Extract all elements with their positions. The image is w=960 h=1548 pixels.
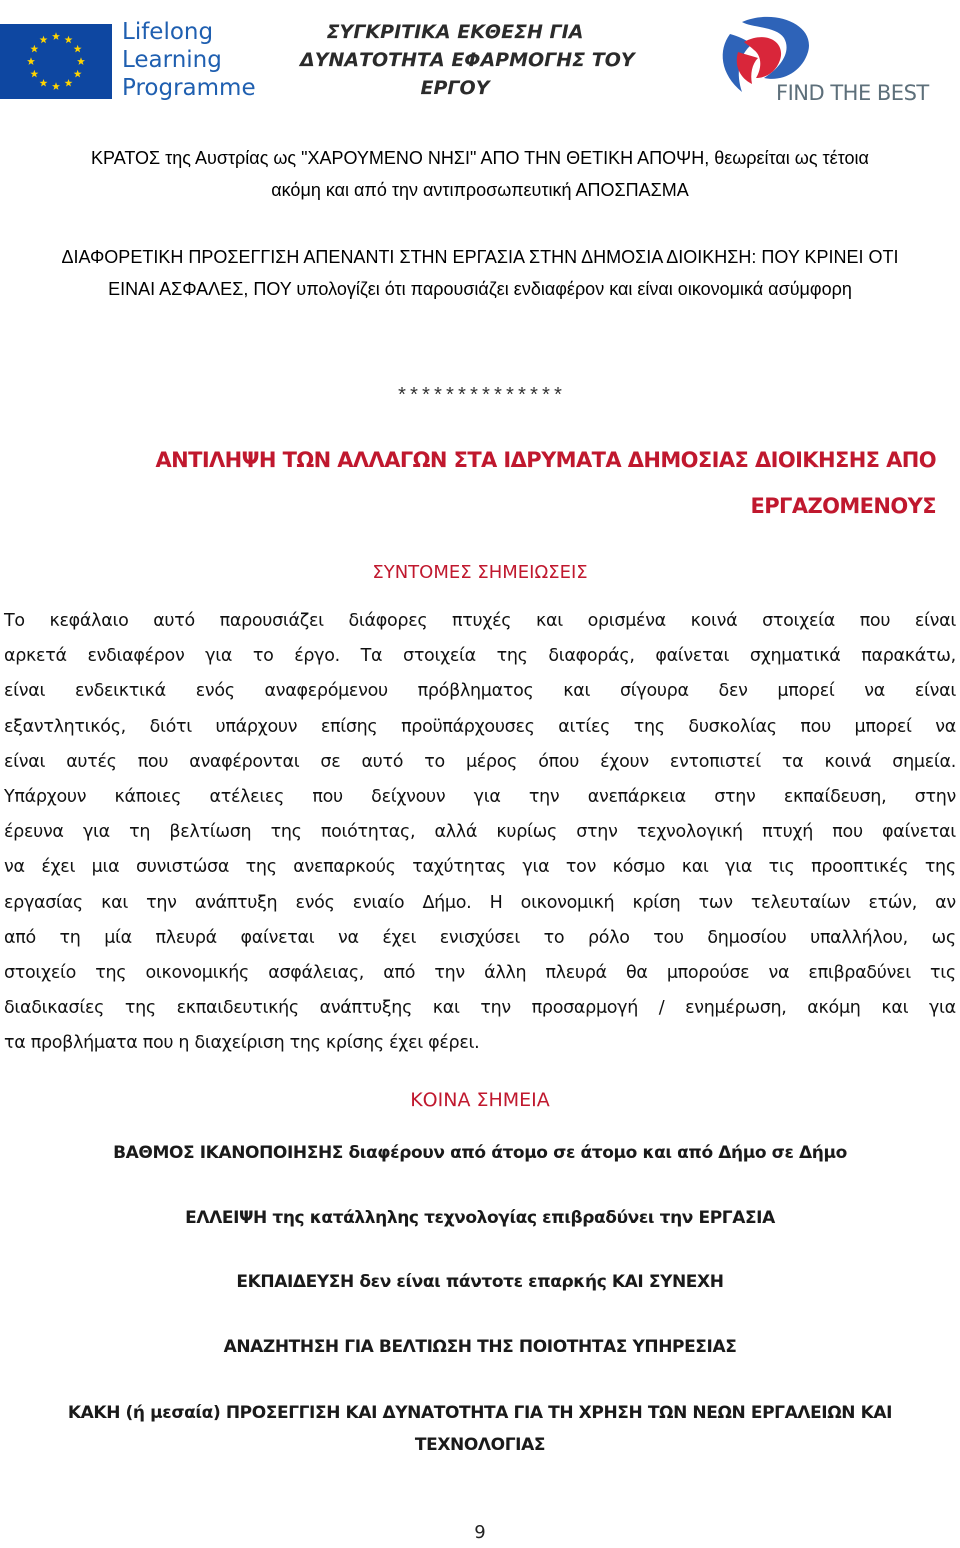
paragraph-line <box>4 604 956 639</box>
eu-stars-icon <box>0 24 112 99</box>
notes-title: ΣΥΝΤΟΜΕΣ ΣΗΜΕΙΩΣΕΙΣ <box>372 562 588 583</box>
word: της <box>496 646 528 667</box>
word: είναι <box>914 611 956 631</box>
word: δημοσίου <box>707 927 787 948</box>
word: και <box>681 857 709 878</box>
word: έχει <box>41 857 76 878</box>
word: κόσμο <box>612 857 666 878</box>
page-number: 9 <box>474 1522 486 1543</box>
paragraph-line <box>4 780 956 815</box>
word: την <box>146 892 177 913</box>
word: της <box>633 716 665 737</box>
word: φαίνεται <box>240 927 315 948</box>
intro-block-2 <box>24 241 936 305</box>
word: κοινά <box>690 611 738 631</box>
word: από <box>383 963 416 984</box>
word: ρόλο <box>587 927 630 948</box>
word: που <box>312 787 343 808</box>
word: αρκετά <box>4 646 67 667</box>
word: είναι <box>4 751 46 772</box>
word: Το <box>4 611 25 631</box>
word: φαίνεται <box>882 822 956 843</box>
word: διαδικασίες <box>4 998 105 1019</box>
word: επιβραδύνει <box>808 963 911 984</box>
word: της <box>924 857 956 878</box>
section-title-line: ΕΡΓΑΖΟΜΕΝΟΥΣ <box>750 494 936 518</box>
word: προοπτικές <box>811 857 909 878</box>
word: εργασίας <box>4 892 83 913</box>
word: από <box>4 927 36 948</box>
point-line: ΑΝΑΖΗΤΗΣΗ ΓΙΑ ΒΕΛΤΙΩΣΗ ΤΗΣ ΠΟΙΟΤΗΤΑΣ ΥΠΗΡΕΣΙΑΣ <box>223 1337 737 1357</box>
word: που <box>859 611 891 631</box>
word: για <box>473 787 501 808</box>
point-line: ΕΚΠΑΙΔΕΥΣΗ δεν είναι πάντοτε επαρκής ΚΑΙ ΣΥΝΕΧΗ <box>236 1272 724 1292</box>
word: εκπαιδευτικής <box>176 998 299 1019</box>
word: ενδεικτικά <box>74 681 166 702</box>
word: για <box>522 857 550 878</box>
paragraph-line <box>4 745 956 780</box>
word: τον <box>565 857 597 878</box>
word: Η <box>489 892 503 913</box>
word: παρουσιάζει <box>219 611 324 631</box>
word: αυτό <box>361 751 404 772</box>
word: που <box>832 822 863 843</box>
intro-line: ακόμη και από την αντιπροσωπευτική ΑΠΟΣΠΑΣΜΑ <box>271 180 689 200</box>
separator: ************** <box>395 386 565 409</box>
word: το <box>424 751 445 772</box>
word: την <box>480 998 511 1019</box>
word: αναφερόμενου <box>264 681 388 702</box>
word: κάποιες <box>114 787 182 808</box>
word: που <box>137 751 169 772</box>
word: υπαλλήλου, <box>810 927 908 948</box>
word: ανεπαρκούς <box>293 857 396 878</box>
word: προσαρμογή <box>531 998 639 1019</box>
word: πτυχές <box>452 611 512 631</box>
word: τελευταίων <box>750 892 851 913</box>
word: αιτίες <box>558 716 611 737</box>
word: ανάπτυξης <box>319 998 413 1019</box>
paragraph-line <box>4 921 956 956</box>
word: δυσκολίας <box>688 716 777 737</box>
llp-line: Learning <box>122 47 222 73</box>
word: συνιστώσα <box>135 857 230 878</box>
word: μπορούσε <box>666 963 750 984</box>
word: πτυχή <box>762 822 814 843</box>
word: σίγουρα <box>619 681 689 702</box>
word: και <box>536 611 563 631</box>
document-header-title <box>300 18 635 102</box>
word: εκπαίδευση, <box>783 787 887 808</box>
point-item <box>0 1331 960 1363</box>
word: οικονομικής <box>145 963 250 984</box>
word: μπορεί <box>777 681 835 702</box>
word: ενιαίο <box>352 892 405 913</box>
word: και <box>101 892 128 913</box>
word: αν <box>935 892 956 913</box>
word: κοινά <box>824 751 872 772</box>
word: διότι <box>149 716 192 737</box>
body-paragraph <box>4 604 956 1062</box>
paragraph-line <box>4 639 956 674</box>
word: ετών, <box>868 892 917 913</box>
llp-line: Programme <box>122 75 256 101</box>
word: του <box>653 927 684 948</box>
word: στοιχεία <box>403 646 476 667</box>
paragraph-line <box>4 991 956 1026</box>
find-the-best-logo-text: FIND THE BEST <box>776 81 929 105</box>
word: για <box>82 822 110 843</box>
intro-line: ΔΙΑΦΟΡΕΤΙΚΗ ΠΡΟΣΕΓΓΙΣΗ ΑΠΕΝΑΝΤΙ ΣΤΗΝ ΕΡΓΑΣΙΑ ΣΤΗΝ ΔΗΜΟΣΙΑ ΔΙΟΙΚΗΣΗ: ΠΟΥ ΚΡΙΝΕΙ ΟΤΙ <box>61 247 899 267</box>
word: ενός <box>295 892 335 913</box>
point-line: ΒΑΘΜΟΣ ΙΚΑΝΟΠΟΙΗΣΗΣ διαφέρουν από άτομο σε άτομο και από Δήμο σε Δήμο <box>113 1143 847 1163</box>
word: ενός <box>195 681 235 702</box>
word: ατέλειες <box>209 787 285 808</box>
llp-line: Lifelong <box>122 19 214 45</box>
word: την <box>528 787 560 808</box>
word: εξαντλητικός, <box>4 716 126 737</box>
word: επίσης <box>320 716 378 737</box>
word: ακόμη <box>807 998 861 1019</box>
word: μπορεί <box>854 716 912 737</box>
point-item <box>0 1202 960 1234</box>
word: τη <box>59 927 81 948</box>
word: ανεπάρκεια <box>587 787 686 808</box>
word: για <box>725 857 753 878</box>
intro-line: ΚΡΑΤΟΣ της Αυστρίας ως "ΧΑΡΟΥΜΕΝΟ ΝΗΣΙ" ΑΠΟ ΤΗΝ ΘΕΤΙΚΗ ΑΠΟΨΗ, θεωρείται ως τέτοια <box>91 148 869 168</box>
paragraph-line <box>4 815 956 850</box>
word: είναι <box>4 681 46 702</box>
llp-logo-text <box>122 18 292 102</box>
word: σε <box>320 751 341 772</box>
word: προϋπάρχουσες <box>401 716 535 737</box>
paragraph-line <box>4 956 956 991</box>
section-title-line: ΑΝΤΙΛΗΨΗ ΤΩΝ ΑΛΛΑΓΩΝ ΣΤΑ ΙΔΡΥΜΑΤΑ ΔΗΜΟΣΙΑΣ ΔΙΟΙΚΗΣΗΣ ΑΠΟ <box>155 448 936 472</box>
word: κεφάλαιο <box>49 611 129 631</box>
word: στην <box>714 787 756 808</box>
point-line: ΚΑΚΗ (ή μεσαία) ΠΡΟΣΕΓΓΙΣΗ ΚΑΙ ΔΥΝΑΤΟΤΗΤΑ ΓΙΑ ΤΗ ΧΡΗΣΗ ΤΩΝ ΝΕΩΝ ΕΡΓΑΛΕΙΩΝ ΚΑΙ <box>67 1403 893 1423</box>
paragraph-line: τα προβλήματα που η διαχείριση της κρίσης έχει φέρει. <box>4 1033 480 1054</box>
word: διαφοράς, <box>548 646 635 667</box>
intro-block-1 <box>24 142 936 206</box>
header-title-line: ΣΥΓΚΡΙΤΙΚΑ ΕΚΘΕΣΗ ΓΙΑ <box>326 21 584 43</box>
word: και <box>881 998 909 1019</box>
word: μέρος <box>465 751 518 772</box>
word: / <box>658 998 665 1019</box>
eu-flag-logo <box>0 24 112 99</box>
word: στην <box>576 822 618 843</box>
word: ανάπτυξη <box>194 892 278 913</box>
word: ενδιαφέρον <box>87 646 185 667</box>
word: Τα <box>360 646 383 667</box>
word: να <box>4 857 25 878</box>
word: τεχνολογική <box>636 822 743 843</box>
word: διάφορες <box>348 611 428 631</box>
word: έχει <box>382 927 417 948</box>
word: ως <box>931 927 956 948</box>
word: στοιχείο <box>4 963 77 984</box>
word: να <box>768 963 790 984</box>
paragraph-line <box>4 886 956 921</box>
word: φαίνεται <box>655 646 730 667</box>
point-line: ΕΛΛΕΙΨΗ της κατάλληλης τεχνολογίας επιβραδύνει την ΕΡΓΑΣΙΑ <box>185 1208 775 1228</box>
common-points-title: ΚΟΙΝΑ ΣΗΜΕΙΑ <box>410 1089 550 1111</box>
word: αυτό <box>153 611 195 631</box>
word: της <box>95 963 127 984</box>
word: και <box>563 681 591 702</box>
header-title-line: ΕΡΓΟΥ <box>420 77 490 99</box>
word: πλευρά <box>545 963 607 984</box>
word: τις <box>930 963 956 984</box>
word: σχηματικά <box>749 646 841 667</box>
word: Δήμο. <box>422 892 472 913</box>
word: να <box>864 681 886 702</box>
point-item <box>0 1137 960 1169</box>
word: της <box>245 857 277 878</box>
word: μία <box>104 927 132 948</box>
word: πλευρά <box>155 927 217 948</box>
word: στοιχεία <box>762 611 835 631</box>
word: τη <box>129 822 151 843</box>
header-title-line: ΔΥΝΑΤΟΤΗΤΑ ΕΦΑΡΜΟΓΗΣ ΤΟΥ <box>300 49 635 71</box>
word: αυτές <box>66 751 117 772</box>
word: έργο. <box>294 646 340 667</box>
word: ποιότητας, <box>320 822 416 843</box>
word: τις <box>768 857 795 878</box>
point-item <box>0 1266 960 1298</box>
word: Υπάρχουν <box>4 787 87 808</box>
word: ασφάλειας, <box>268 963 365 984</box>
word: να <box>338 927 359 948</box>
word: της <box>124 998 156 1019</box>
word: τα <box>781 751 804 772</box>
word: και <box>432 998 460 1019</box>
paragraph-line <box>4 674 956 709</box>
word: κρίση <box>632 892 681 913</box>
word: κυρίως <box>496 822 557 843</box>
word: ενισχύσει <box>439 927 521 948</box>
point-item <box>0 1397 960 1461</box>
word: αλλά <box>434 822 478 843</box>
word: όπου <box>538 751 580 772</box>
word: το <box>543 927 565 948</box>
word: για <box>928 998 956 1019</box>
word: οικονομική <box>520 892 615 913</box>
word: αναφέρονται <box>189 751 300 772</box>
word: υπάρχουν <box>215 716 298 737</box>
paragraph-line <box>4 710 956 745</box>
word: μια <box>91 857 120 878</box>
section-title <box>20 437 936 529</box>
word: το <box>252 646 274 667</box>
word: για <box>205 646 233 667</box>
intro-line: ΕΙΝΑΙ ΑΣΦΑΛΕΣ, ΠΟΥ υπολογίζει ότι παρουσιάζει ενδιαφέρον και είναι οικονομικά ασύμφορη <box>108 279 852 299</box>
word: που <box>800 716 831 737</box>
word: πρόβληματος <box>417 681 534 702</box>
word: βελτίωση <box>169 822 252 843</box>
word: σημεία. <box>892 751 956 772</box>
word: της <box>270 822 302 843</box>
word: είναι <box>914 681 956 702</box>
word: να <box>935 716 956 737</box>
word: στην <box>914 787 956 808</box>
word: άλλη <box>484 963 527 984</box>
point-line: ΤΕΧΝΟΛΟΓΙΑΣ <box>414 1435 546 1455</box>
word: ενημέρωση, <box>685 998 787 1019</box>
paragraph-line <box>4 850 956 885</box>
word: έρευνα <box>4 822 64 843</box>
word: δείχνουν <box>371 787 446 808</box>
word: των <box>698 892 733 913</box>
word: ταχύτητας <box>412 857 506 878</box>
word: ορισμένα <box>587 611 666 631</box>
word: δεν <box>718 681 748 702</box>
word: την <box>434 963 465 984</box>
word: εντοπιστεί <box>669 751 761 772</box>
word: παρακάτω, <box>861 646 956 667</box>
word: θα <box>625 963 648 984</box>
word: έχουν <box>600 751 649 772</box>
